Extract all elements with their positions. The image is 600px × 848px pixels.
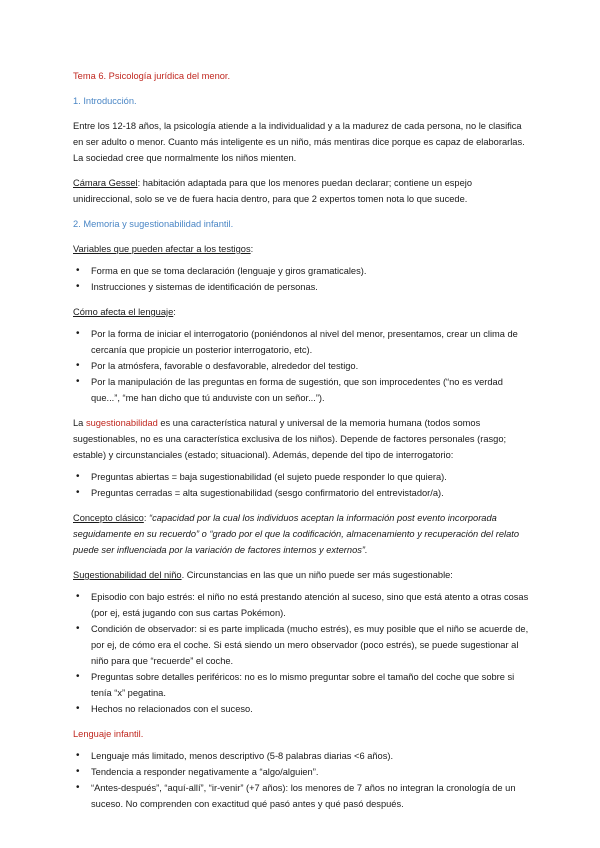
- section-1-heading: 1. Introducción.: [73, 96, 137, 106]
- list-item: • Forma en que se toma declaración (lenguaje y giros gramaticales).: [73, 263, 531, 279]
- variables-title: Variables que pueden afectar a los testigos: [73, 244, 251, 254]
- child-suggestibility-paragraph: Sugestionabilidad del niño. Circunstancias en las que un niño puede ser más sugestionable:: [73, 570, 453, 580]
- child-language-list: [73, 748, 531, 812]
- list-item: • Por la atmósfera, favorable o desfavorable, alrededor del testigo.: [73, 358, 531, 374]
- child-language-heading: Lenguaje infantil.: [73, 729, 144, 739]
- list-item: • Por la manipulación de las preguntas en forma de sugestión, que son improcedentes (“no es verdad que...”, “me han dicho que tú anduviste con un señor...”).: [73, 374, 531, 406]
- classic-concept-paragraph: Concepto clásico: “capacidad por la cual los individuos aceptan la información post evento incorporada seguidamente en su recuerdo” o “grado por el que la codificación, almacenamiento y recuperación del relato puede ser influenciada por la variación de factores internos y externos”.: [73, 513, 519, 555]
- list-item: • Condición de observador: si es parte implicada (mucho estrés), es muy posible que el niño se acuerde de, por ej, de cómo era el coche. Si está siendo un mero observador (poco estrés), se puede sugestionar al niño para que “recuerde” el coche.: [73, 621, 531, 669]
- document-title: Tema 6. Psicología jurídica del menor.: [73, 71, 231, 81]
- child-suggestibility-list: [73, 589, 531, 717]
- list-item: • “Antes-después”, “aquí-allí”, “ir-venir” (+7 años): los menores de 7 años no integran la cronología de un suceso. No comprenden con exactitud qué pasó antes y qué pasó después.: [73, 780, 531, 812]
- document-page: [73, 68, 531, 812]
- variables-list: [73, 263, 531, 295]
- classic-concept-term: Concepto clásico: [73, 513, 144, 523]
- language-title: Cómo afecta el lenguaje: [73, 307, 174, 317]
- gessel-text: : habitación adaptada para que los menores puedan declarar; contiene un espejo unidireccional, solo se ve de fuera hacia dentro, para que 2 expertos tomen nota lo que sucede.: [73, 178, 473, 204]
- gessel-paragraph: [73, 175, 531, 207]
- list-item: • Lenguaje más limitado, menos descriptivo (5-8 palabras diarias <6 años).: [73, 748, 531, 764]
- child-suggestibility-term: Sugestionabilidad del niño: [73, 570, 182, 580]
- language-title-line: Cómo afecta el lenguaje:: [73, 307, 176, 317]
- list-item: • Tendencia a responder negativamente a “algo/alguien”.: [73, 764, 531, 780]
- question-type-list: [73, 469, 531, 501]
- language-list: [73, 326, 531, 406]
- list-item: • Por la forma de iniciar el interrogatorio (poniéndonos al nivel del menor, presentamos, crear un clima de cercanía que propicie un posterior interrogatorio, etc).: [73, 326, 531, 358]
- list-item: • Instrucciones y sistemas de identificación de personas.: [73, 279, 531, 295]
- list-item: • Preguntas cerradas = alta sugestionabilidad (sesgo confirmatorio del entrevistador/a).: [73, 485, 531, 501]
- gessel-term: Cámara Gessel: [73, 178, 138, 188]
- list-item: • Preguntas sobre detalles periféricos: no es lo mismo preguntar sobre el tamaño del coche que sobre si tenía “x” pegatina.: [73, 669, 531, 701]
- suggestibility-term: sugestionabilidad: [85, 418, 158, 428]
- list-item: • Hechos no relacionados con el suceso.: [73, 701, 531, 717]
- classic-concept-text: “capacidad por la cual los individuos aceptan la información post evento incorporada seguidamente en su recuerdo” o “grado por el que la codificación, almacenamiento y recuperación del relato puede ser influenciada por la variación de factores internos y externos”.: [73, 513, 519, 555]
- list-item: • Preguntas abiertas = baja sugestionabilidad (el sujeto puede responder lo que quiera).: [73, 469, 531, 485]
- suggestibility-paragraph: La sugestionabilidad es una característica natural y universal de la memoria humana (todos somos sugestionables, no es una característica exclusiva de los niños). Depende de factores personales (rasgo; estable) y circunstanciales (estado; situacional). Además, depende del tipo de interrogatorio:: [73, 418, 507, 460]
- intro-paragraph: Entre los 12-18 años, la psicología atiende a la individualidad y a la madurez de cada persona, no le clasifica en ser adulto o menor. Cuanto más inteligente es un niño, más mentiras dice porque es capaz de elaborarlas. La sociedad cree que normalmente los niños mienten.: [73, 121, 525, 163]
- variables-title-line: Variables que pueden afectar a los testigos:: [73, 244, 254, 254]
- section-2-heading: 2. Memoria y sugestionabilidad infantil.: [73, 219, 234, 229]
- list-item: • Episodio con bajo estrés: el niño no está prestando atención al suceso, sino que está atento a otras cosas (por ej, está jugando con sus cartas Pokémon).: [73, 589, 531, 621]
